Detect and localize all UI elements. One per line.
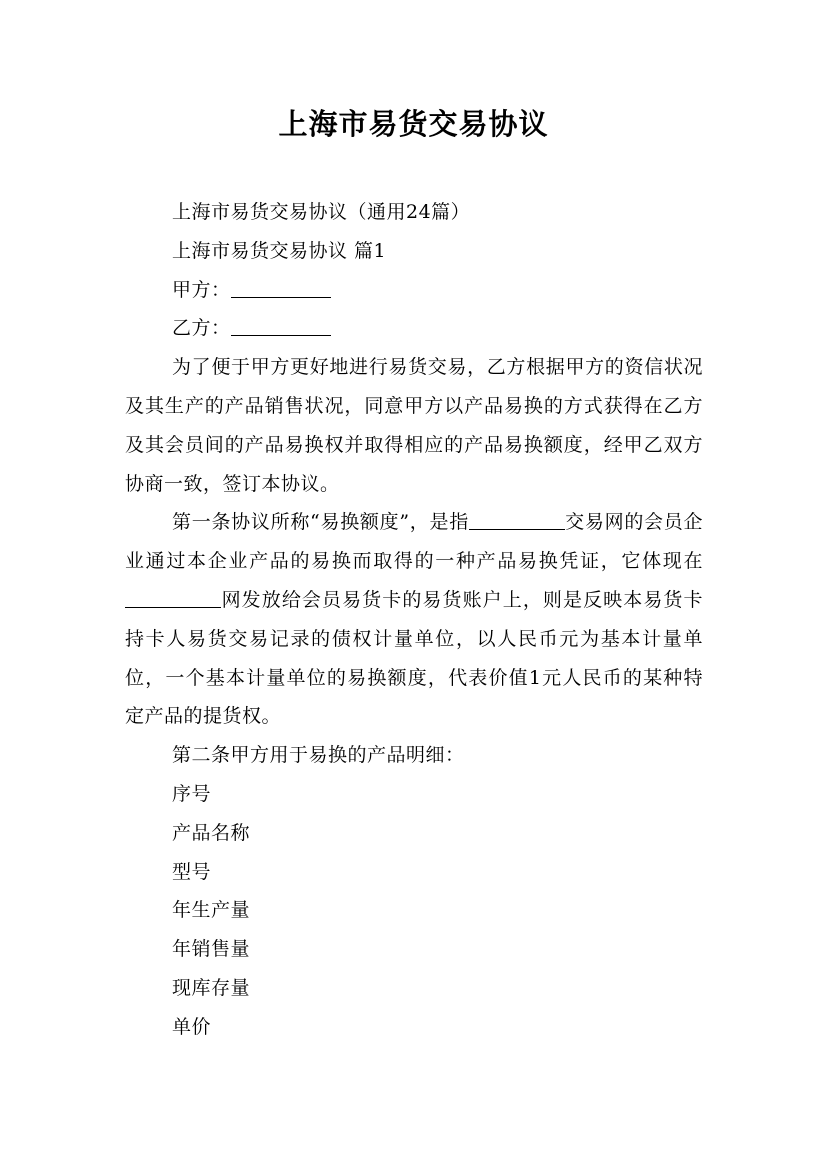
article-1-text-2: 交易网的会员企业通过本企业产品的易换而取得的一种产品易换凭证，它体现在 — [125, 511, 703, 573]
product-field-item: 型号 — [172, 860, 212, 883]
party-a-line — [125, 271, 703, 310]
article-1-text-3: 网发放给会员易货卡的易货账户上，则是反映本易货卡持卡人易货交易记录的债权计量单位，以人民币元为基本计量单位，一个基本计量单位的易换额度，代表价值1元人民币的某种特定产品的提货权。 — [125, 588, 703, 728]
product-field-item: 产品名称 — [172, 821, 251, 844]
article-1-blank-1 — [469, 510, 565, 530]
product-field-item: 年销售量 — [172, 938, 251, 961]
document-body — [125, 193, 703, 1047]
product-field-item: 序号 — [172, 782, 212, 805]
subtitle-line: 上海市易货交易协议（通用24篇） — [172, 201, 471, 223]
article-1-blank-2 — [125, 588, 221, 608]
product-field-item: 现库存量 — [172, 976, 251, 999]
party-b-line — [125, 309, 703, 348]
product-field-item: 年生产量 — [172, 899, 251, 922]
intro-paragraph: 为了便于甲方更好地进行易货交易，乙方根据甲方的资信状况及其生产的产品销售状况，同意甲方以产品易换的方式获得在乙方及其会员间的产品易换权并取得相应的产品易换额度，经甲乙双方协商一致，签订本协议。 — [125, 356, 703, 495]
party-b-label: 乙方： — [172, 317, 231, 340]
party-a-label: 甲方： — [172, 278, 231, 301]
article-1-paragraph — [125, 503, 703, 736]
document-title: 上海市易货交易协议 — [278, 107, 549, 141]
product-field-item: 单价 — [172, 1015, 212, 1038]
article-2-paragraph: 第二条甲方用于易换的产品明细： — [172, 744, 465, 767]
chapter-heading: 上海市易货交易协议 篇1 — [172, 239, 387, 262]
party-b-blank — [231, 316, 331, 336]
article-1-text-1: 第一条协议所称“易换额度”，是指 — [172, 511, 469, 534]
party-a-blank — [231, 278, 331, 298]
product-field-list — [125, 775, 703, 1047]
